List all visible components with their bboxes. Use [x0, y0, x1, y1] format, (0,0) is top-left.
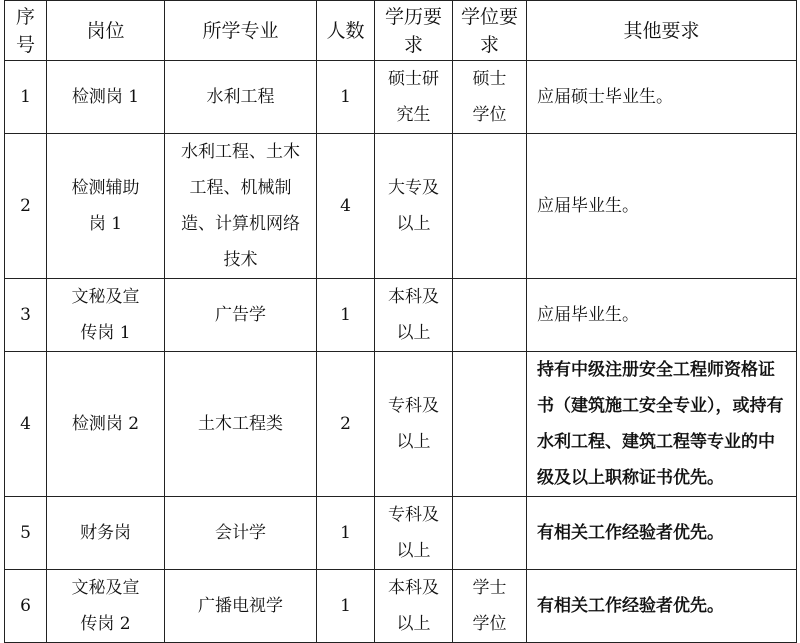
cell-other: 有相关工作经验者优先。 — [527, 570, 797, 643]
cell-degree — [453, 279, 527, 352]
cell-major: 广告学 — [165, 279, 317, 352]
cell-education: 专科及 以上 — [375, 497, 453, 570]
cell-no: 1 — [5, 61, 47, 134]
cell-count: 1 — [317, 279, 375, 352]
cell-post: 财务岗 — [47, 497, 165, 570]
cell-education: 本科及 以上 — [375, 279, 453, 352]
table-row — [5, 497, 797, 570]
cell-degree — [453, 134, 527, 279]
cell-no: 4 — [5, 352, 47, 497]
cell-other: 应届毕业生。 — [527, 279, 797, 352]
table-row — [5, 570, 797, 643]
header-post: 岗位 — [47, 1, 165, 61]
cell-degree: 学士 学位 — [453, 570, 527, 643]
cell-count: 4 — [317, 134, 375, 279]
table-row — [5, 134, 797, 279]
header-count: 人数 — [317, 1, 375, 61]
cell-count: 2 — [317, 352, 375, 497]
recruitment-table — [4, 0, 797, 643]
cell-post: 文秘及宣 传岗 2 — [47, 570, 165, 643]
cell-no: 2 — [5, 134, 47, 279]
cell-education: 本科及 以上 — [375, 570, 453, 643]
header-other: 其他要求 — [527, 1, 797, 61]
cell-post: 文秘及宣 传岗 1 — [47, 279, 165, 352]
cell-education: 大专及 以上 — [375, 134, 453, 279]
cell-major: 土木工程类 — [165, 352, 317, 497]
cell-other: 持有中级注册安全工程师资格证 书（建筑施工安全专业），或持有 水利工程、建筑工程等专业的中 级及以上职称证书优先。 — [527, 352, 797, 497]
header-education: 学历要求 — [375, 1, 453, 61]
cell-count: 1 — [317, 497, 375, 570]
cell-education: 专科及 以上 — [375, 352, 453, 497]
cell-no: 5 — [5, 497, 47, 570]
cell-degree: 硕士 学位 — [453, 61, 527, 134]
cell-education: 硕士研 究生 — [375, 61, 453, 134]
cell-major: 广播电视学 — [165, 570, 317, 643]
cell-major: 会计学 — [165, 497, 317, 570]
header-major: 所学专业 — [165, 1, 317, 61]
cell-post: 检测辅助 岗 1 — [47, 134, 165, 279]
header-row — [5, 1, 797, 61]
header-no: 序号 — [5, 1, 47, 61]
cell-other: 有相关工作经验者优先。 — [527, 497, 797, 570]
cell-other: 应届毕业生。 — [527, 134, 797, 279]
table-row — [5, 279, 797, 352]
table-row — [5, 61, 797, 134]
cell-post: 检测岗 1 — [47, 61, 165, 134]
table-row — [5, 352, 797, 497]
cell-count: 1 — [317, 570, 375, 643]
cell-major: 水利工程、土木 工程、机械制 造、计算机网络 技术 — [165, 134, 317, 279]
cell-count: 1 — [317, 61, 375, 134]
cell-no: 3 — [5, 279, 47, 352]
cell-other: 应届硕士毕业生。 — [527, 61, 797, 134]
cell-no: 6 — [5, 570, 47, 643]
cell-major: 水利工程 — [165, 61, 317, 134]
cell-degree — [453, 352, 527, 497]
header-degree: 学位要求 — [453, 1, 527, 61]
cell-post: 检测岗 2 — [47, 352, 165, 497]
cell-degree — [453, 497, 527, 570]
